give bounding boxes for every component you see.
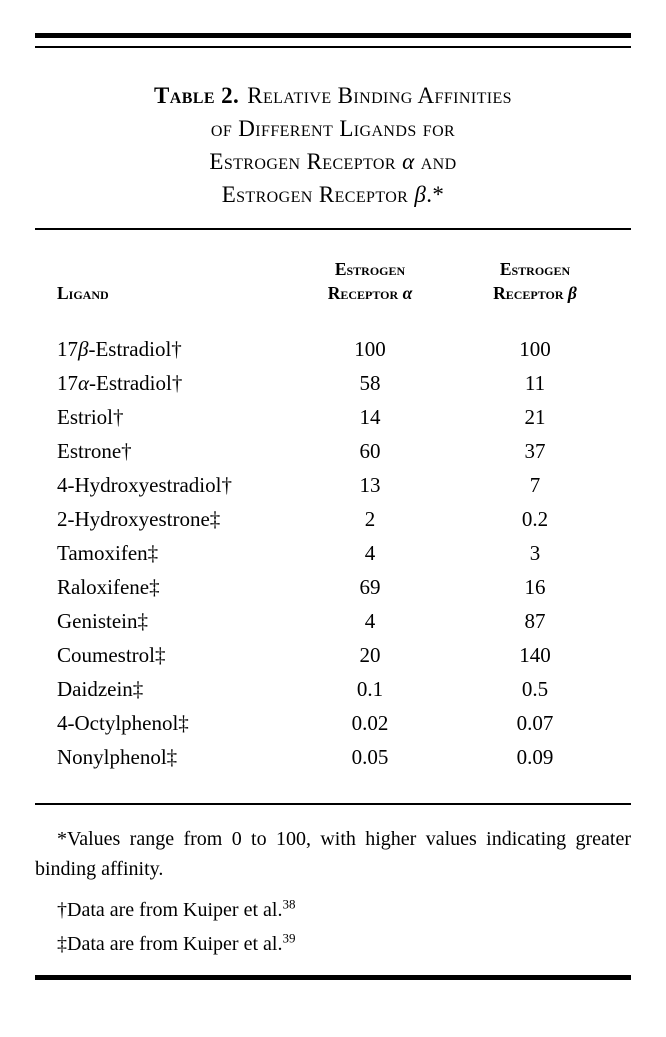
alpha-value-cell: 69 <box>359 575 381 599</box>
top-thin-rule <box>35 46 631 48</box>
ligand-cell: Estrone† <box>57 439 132 463</box>
greek-letter: β <box>414 182 427 207</box>
table-title-line-3: Estrogen Receptor α and <box>209 149 457 174</box>
beta-value-cell: 0.09 <box>516 745 554 769</box>
alpha-value-cell: 14 <box>359 405 381 429</box>
ligand-cell: 2-Hydroxyestrone‡ <box>57 507 221 531</box>
greek-letter: β <box>567 283 577 303</box>
alpha-value-cell: 13 <box>359 473 381 497</box>
beta-value-cell: 7 <box>529 473 541 497</box>
ligand-cell: 4-Octylphenol‡ <box>57 711 189 735</box>
table-row <box>35 502 631 536</box>
ligand-cell: Tamoxifen‡ <box>57 541 159 565</box>
top-thick-rule <box>35 33 631 38</box>
table-row <box>35 604 631 638</box>
ligand-cell: Genistein‡ <box>57 609 148 633</box>
table-body <box>35 332 631 774</box>
footnote-dagger <box>35 895 631 925</box>
table-row <box>35 536 631 570</box>
ligand-column-header: Ligand <box>57 283 109 303</box>
footnotes <box>35 824 631 959</box>
alpha-value-cell: 0.02 <box>351 711 389 735</box>
beta-value-cell: 0.5 <box>521 677 549 701</box>
beta-column-header <box>455 257 615 305</box>
alpha-value-cell: 60 <box>359 439 381 463</box>
beta-column-header-line-2: Receptor β <box>493 283 577 303</box>
footnote-double-dagger-text: ‡Data are from Kuiper et al. <box>57 933 283 955</box>
footnote-separator-rule <box>35 803 631 805</box>
beta-column-header-line-1: Estrogen <box>499 259 571 279</box>
beta-value-cell: 37 <box>524 439 546 463</box>
beta-value-cell: 3 <box>529 541 541 565</box>
alpha-column-header <box>285 257 455 305</box>
ligand-cell: Coumestrol‡ <box>57 643 166 667</box>
beta-value-cell: 0.2 <box>521 507 549 531</box>
table-title <box>35 79 631 211</box>
table-title-line-2: of Different Ligands for <box>210 116 456 141</box>
ligand-cell: 17β-Estradiol† <box>57 337 182 361</box>
footnote-double-dagger-reference: 39 <box>282 930 296 946</box>
ligand-cell: Nonylphenol‡ <box>57 745 178 769</box>
table-row <box>35 706 631 740</box>
ligand-cell: 17α-Estradiol† <box>57 371 183 395</box>
greek-letter: α <box>78 371 90 395</box>
table-title-line-1 <box>35 79 631 112</box>
alpha-value-cell: 20 <box>359 643 381 667</box>
alpha-value-cell: 4 <box>364 609 376 633</box>
beta-value-cell: 100 <box>519 337 551 361</box>
bottom-thick-rule <box>35 975 631 980</box>
table-row <box>35 434 631 468</box>
beta-value-cell: 87 <box>524 609 546 633</box>
table-title-text-1: Relative Binding Affinities <box>247 83 512 108</box>
journal-table-page <box>0 33 666 1037</box>
footnote-double-dagger <box>35 929 631 959</box>
alpha-value-cell: 100 <box>354 337 386 361</box>
beta-value-cell: 11 <box>524 371 546 395</box>
table-row <box>35 468 631 502</box>
table-header-row <box>35 257 631 305</box>
ligand-cell: Estriol† <box>57 405 124 429</box>
table-row <box>35 570 631 604</box>
table-row <box>35 332 631 366</box>
ligand-cell: Raloxifene‡ <box>57 575 160 599</box>
table-row <box>35 366 631 400</box>
alpha-value-cell: 0.05 <box>351 745 389 769</box>
ligand-cell: Daidzein‡ <box>57 677 144 701</box>
footnote-asterisk: *Values range from 0 to 100, with higher values indicating greater binding affinity. <box>35 828 631 880</box>
table-row <box>35 740 631 774</box>
footnote-dagger-text: †Data are from Kuiper et al. <box>57 899 283 921</box>
ligand-cell: 4-Hydroxyestradiol† <box>57 473 232 497</box>
table-row <box>35 672 631 706</box>
beta-value-cell: 0.07 <box>516 711 554 735</box>
greek-letter: α <box>402 283 413 303</box>
alpha-value-cell: 4 <box>364 541 376 565</box>
greek-letter: α <box>402 149 415 174</box>
table-row <box>35 638 631 672</box>
title-separator-rule <box>35 228 631 230</box>
alpha-column-header-line-1: Estrogen <box>334 259 406 279</box>
alpha-value-cell: 58 <box>359 371 381 395</box>
beta-value-cell: 21 <box>524 405 546 429</box>
alpha-value-cell: 2 <box>364 507 376 531</box>
greek-letter: β <box>78 337 89 361</box>
beta-value-cell: 16 <box>524 575 546 599</box>
beta-value-cell: 140 <box>519 643 551 667</box>
table-row <box>35 400 631 434</box>
table-number: Table 2. <box>154 83 240 108</box>
alpha-value-cell: 0.1 <box>356 677 384 701</box>
footnote-dagger-reference: 38 <box>282 896 296 912</box>
table-title-line-4: Estrogen Receptor β.* <box>221 182 445 207</box>
alpha-column-header-line-2: Receptor α <box>327 283 413 303</box>
